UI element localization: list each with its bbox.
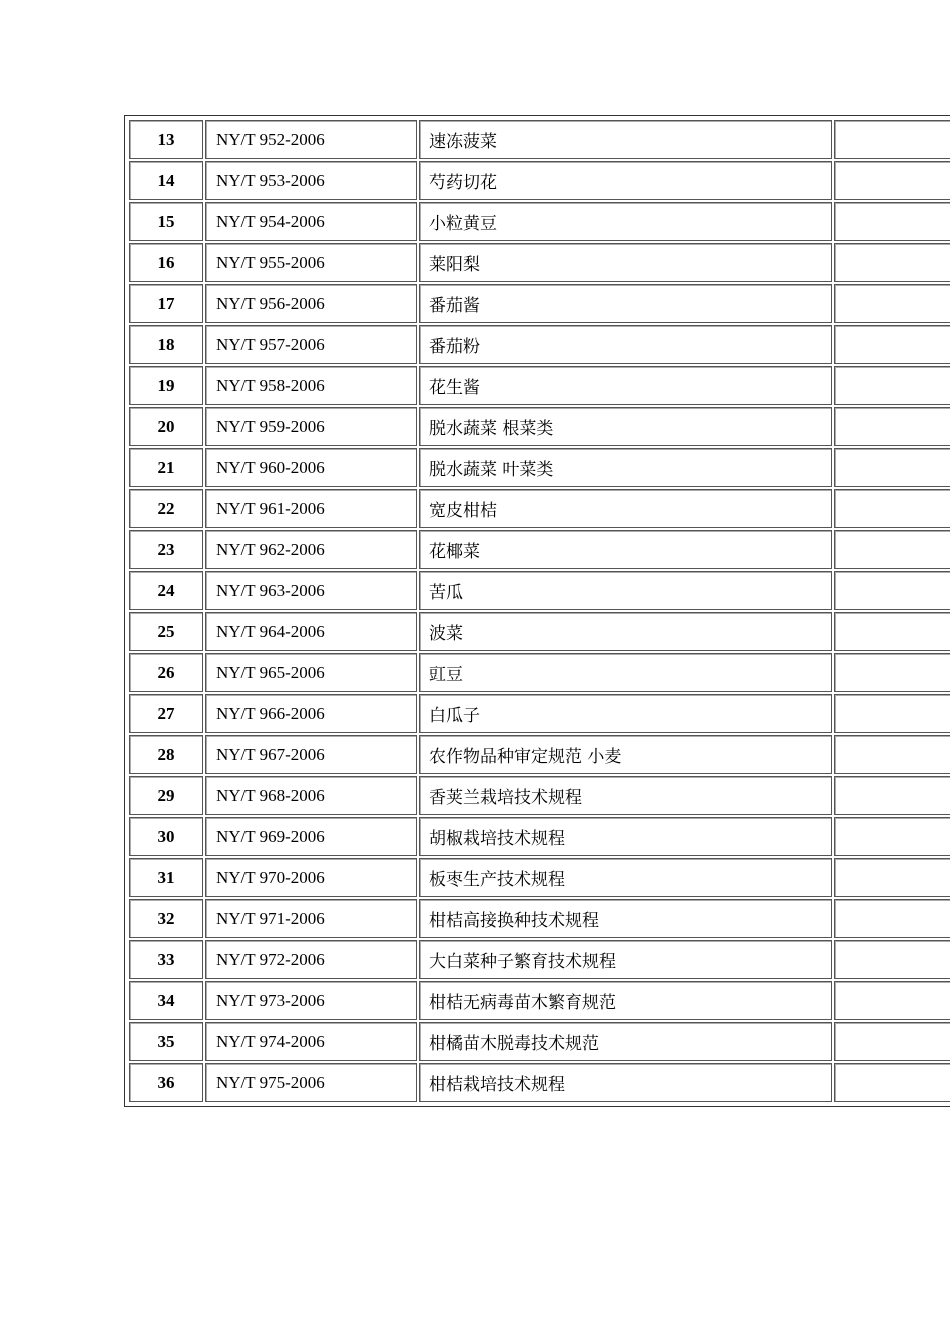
standard-code-cell: NY/T 959-2006 xyxy=(205,407,417,446)
standard-code-cell: NY/T 968-2006 xyxy=(205,776,417,815)
standard-code-cell: NY/T 967-2006 xyxy=(205,735,417,774)
table-row xyxy=(129,940,950,979)
standard-name-cell: 番茄粉 xyxy=(419,325,832,364)
remarks-cell xyxy=(834,694,950,733)
row-number-cell: 34 xyxy=(129,981,203,1020)
row-number-cell: 28 xyxy=(129,735,203,774)
standard-name-cell: 脱水蔬菜 根菜类 xyxy=(419,407,832,446)
standard-name-cell: 小粒黄豆 xyxy=(419,202,832,241)
standard-name-cell: 速冻菠菜 xyxy=(419,120,832,159)
standard-code-cell: NY/T 973-2006 xyxy=(205,981,417,1020)
row-number-cell: 30 xyxy=(129,817,203,856)
remarks-cell xyxy=(834,489,950,528)
remarks-cell xyxy=(834,407,950,446)
standard-code-cell: NY/T 965-2006 xyxy=(205,653,417,692)
table-row xyxy=(129,243,950,282)
table-row xyxy=(129,694,950,733)
standard-name-cell: 豇豆 xyxy=(419,653,832,692)
row-number-cell: 23 xyxy=(129,530,203,569)
row-number-cell: 26 xyxy=(129,653,203,692)
remarks-cell xyxy=(834,1063,950,1102)
row-number-cell: 14 xyxy=(129,161,203,200)
standard-name-cell: 柑桔高接换种技术规程 xyxy=(419,899,832,938)
remarks-cell xyxy=(834,120,950,159)
standard-code-cell: NY/T 964-2006 xyxy=(205,612,417,651)
standard-code-cell: NY/T 966-2006 xyxy=(205,694,417,733)
row-number-cell: 21 xyxy=(129,448,203,487)
row-number-cell: 19 xyxy=(129,366,203,405)
table-row xyxy=(129,1063,950,1102)
standard-code-cell: NY/T 970-2006 xyxy=(205,858,417,897)
remarks-cell xyxy=(834,284,950,323)
standard-name-cell: 板枣生产技术规程 xyxy=(419,858,832,897)
table-row xyxy=(129,325,950,364)
standards-table-body xyxy=(129,120,950,1102)
row-number-cell: 13 xyxy=(129,120,203,159)
standard-name-cell: 柑桔栽培技术规程 xyxy=(419,1063,832,1102)
standard-code-cell: NY/T 972-2006 xyxy=(205,940,417,979)
standard-name-cell: 番茄酱 xyxy=(419,284,832,323)
row-number-cell: 36 xyxy=(129,1063,203,1102)
standard-name-cell: 花椰菜 xyxy=(419,530,832,569)
table-row xyxy=(129,366,950,405)
standard-code-cell: NY/T 953-2006 xyxy=(205,161,417,200)
table-row xyxy=(129,202,950,241)
row-number-cell: 16 xyxy=(129,243,203,282)
standard-name-cell: 胡椒栽培技术规程 xyxy=(419,817,832,856)
remarks-cell xyxy=(834,817,950,856)
standard-name-cell: 香荚兰栽培技术规程 xyxy=(419,776,832,815)
row-number-cell: 17 xyxy=(129,284,203,323)
standard-code-cell: NY/T 962-2006 xyxy=(205,530,417,569)
standard-name-cell: 大白菜种子繁育技术规程 xyxy=(419,940,832,979)
table-row xyxy=(129,735,950,774)
remarks-cell xyxy=(834,448,950,487)
standard-code-cell: NY/T 960-2006 xyxy=(205,448,417,487)
standard-name-cell: 脱水蔬菜 叶菜类 xyxy=(419,448,832,487)
standard-code-cell: NY/T 974-2006 xyxy=(205,1022,417,1061)
row-number-cell: 18 xyxy=(129,325,203,364)
table-row xyxy=(129,161,950,200)
table-row xyxy=(129,858,950,897)
row-number-cell: 35 xyxy=(129,1022,203,1061)
row-number-cell: 29 xyxy=(129,776,203,815)
table-row xyxy=(129,653,950,692)
standard-code-cell: NY/T 955-2006 xyxy=(205,243,417,282)
remarks-cell xyxy=(834,981,950,1020)
standard-code-cell: NY/T 971-2006 xyxy=(205,899,417,938)
table-row xyxy=(129,530,950,569)
standard-name-cell: 波菜 xyxy=(419,612,832,651)
remarks-cell xyxy=(834,858,950,897)
remarks-cell xyxy=(834,366,950,405)
standards-table xyxy=(127,118,950,1104)
standard-name-cell: 宽皮柑桔 xyxy=(419,489,832,528)
table-row xyxy=(129,981,950,1020)
row-number-cell: 25 xyxy=(129,612,203,651)
row-number-cell: 20 xyxy=(129,407,203,446)
remarks-cell xyxy=(834,612,950,651)
row-number-cell: 22 xyxy=(129,489,203,528)
standard-name-cell: 莱阳梨 xyxy=(419,243,832,282)
table-row xyxy=(129,448,950,487)
standard-code-cell: NY/T 956-2006 xyxy=(205,284,417,323)
remarks-cell xyxy=(834,161,950,200)
standards-table-frame xyxy=(124,115,950,1107)
row-number-cell: 31 xyxy=(129,858,203,897)
standard-code-cell: NY/T 957-2006 xyxy=(205,325,417,364)
standard-name-cell: 柑桔无病毒苗木繁育规范 xyxy=(419,981,832,1020)
remarks-cell xyxy=(834,1022,950,1061)
standard-name-cell: 柑橘苗木脱毒技术规范 xyxy=(419,1022,832,1061)
remarks-cell xyxy=(834,940,950,979)
table-row xyxy=(129,899,950,938)
standard-name-cell: 农作物品种审定规范 小麦 xyxy=(419,735,832,774)
remarks-cell xyxy=(834,530,950,569)
remarks-cell xyxy=(834,653,950,692)
table-row xyxy=(129,776,950,815)
table-row xyxy=(129,284,950,323)
table-row xyxy=(129,817,950,856)
row-number-cell: 24 xyxy=(129,571,203,610)
standard-code-cell: NY/T 958-2006 xyxy=(205,366,417,405)
table-row xyxy=(129,612,950,651)
row-number-cell: 15 xyxy=(129,202,203,241)
row-number-cell: 27 xyxy=(129,694,203,733)
remarks-cell xyxy=(834,571,950,610)
table-row xyxy=(129,1022,950,1061)
standard-code-cell: NY/T 975-2006 xyxy=(205,1063,417,1102)
table-row xyxy=(129,489,950,528)
table-row xyxy=(129,407,950,446)
standard-code-cell: NY/T 969-2006 xyxy=(205,817,417,856)
standard-code-cell: NY/T 963-2006 xyxy=(205,571,417,610)
standard-name-cell: 芍药切花 xyxy=(419,161,832,200)
row-number-cell: 33 xyxy=(129,940,203,979)
remarks-cell xyxy=(834,243,950,282)
standard-name-cell: 白瓜子 xyxy=(419,694,832,733)
standard-code-cell: NY/T 954-2006 xyxy=(205,202,417,241)
remarks-cell xyxy=(834,776,950,815)
standard-code-cell: NY/T 961-2006 xyxy=(205,489,417,528)
standard-code-cell: NY/T 952-2006 xyxy=(205,120,417,159)
remarks-cell xyxy=(834,325,950,364)
standard-name-cell: 苦瓜 xyxy=(419,571,832,610)
remarks-cell xyxy=(834,735,950,774)
standard-name-cell: 花生酱 xyxy=(419,366,832,405)
table-row xyxy=(129,120,950,159)
remarks-cell xyxy=(834,202,950,241)
table-row xyxy=(129,571,950,610)
remarks-cell xyxy=(834,899,950,938)
row-number-cell: 32 xyxy=(129,899,203,938)
